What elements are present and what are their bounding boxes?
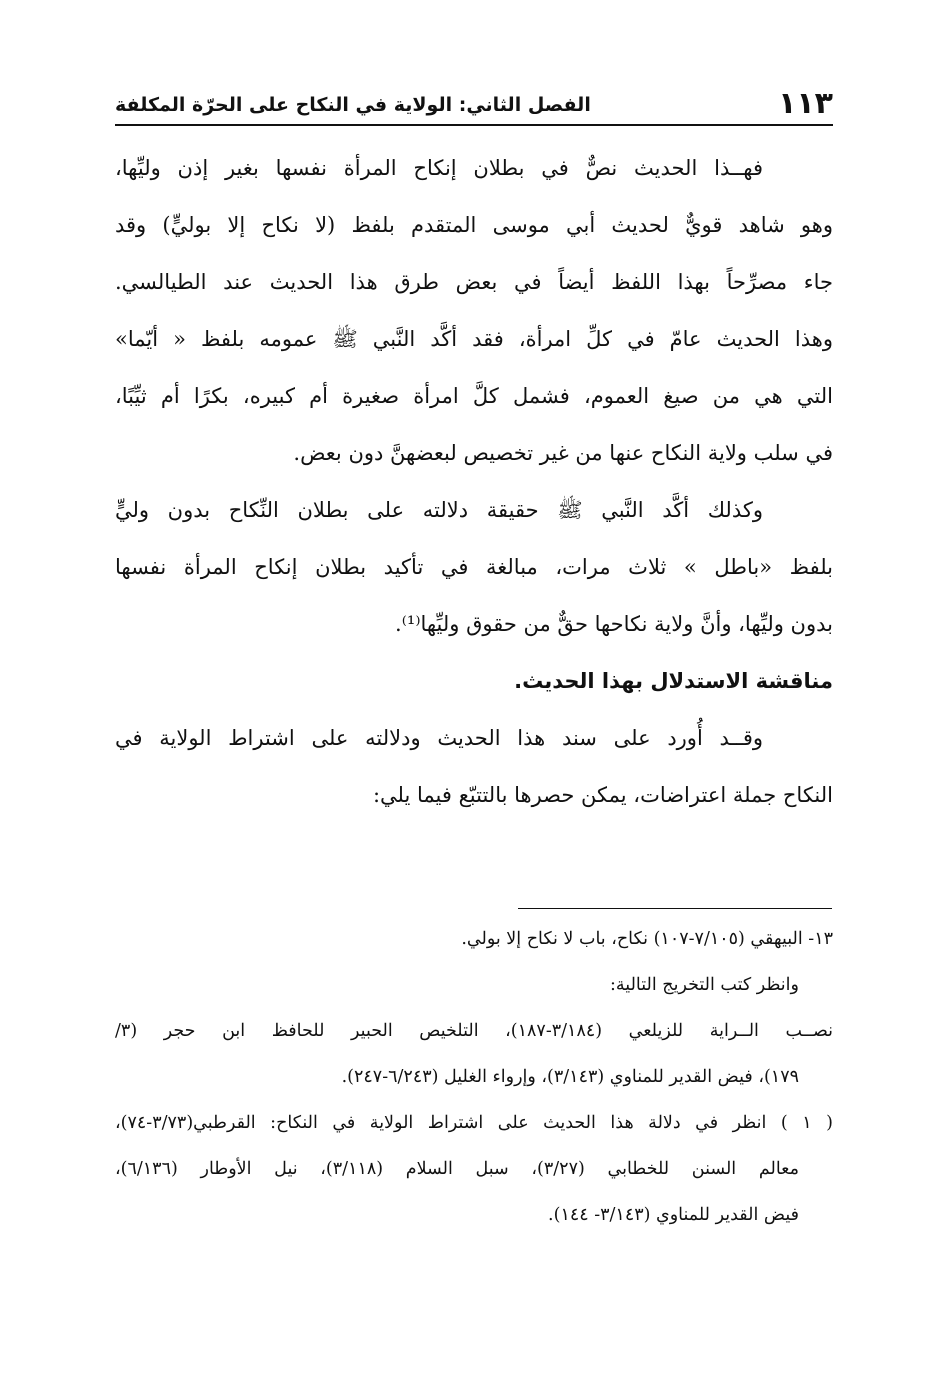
footnote-line: معالم السنن للخطابي (٣/٢٧)، سبل السلام (٣/١١٨)، نيل الأوطار (٦/١٣٦)، (115, 1159, 799, 1179)
text-line: وكذلك أكَّد النَّبي ﷺ حقيقة دلالته على بطلان النِّكاح بدون وليٍّ (115, 498, 763, 522)
running-title: الفصل الثاني: الولاية في النكاح على الحرّة المكلفة (115, 94, 591, 116)
page-number: ١١٣ (778, 86, 833, 121)
footnote-line: نصــب الــراية للزيلعي (٣/١٨٤-١٨٧)، التلخيص الحبير للحافظ ابن حجر (٣/ (115, 1021, 833, 1041)
section-heading: مناقشة الاستدلال بهذا الحديث. (514, 669, 833, 693)
footnote-line: ( ١ ) انظر في دلالة هذا الحديث على اشتراط الولاية في النكاح: القرطبي(٣/٧٣-٧٤)، (115, 1113, 833, 1133)
text-line: النكاح جملة اعتراضات، يمكن حصرها بالتتبّع فيما يلي: (372, 783, 833, 807)
text-line: في سلب ولاية النكاح عنها من غير تخصيص لبعضهنَّ دون بعض. (293, 441, 833, 465)
text-line: التي هي من صيغ العموم، فشمل كلَّ امرأة صغيرة أم كبيره، بكرًا أم ثيِّبًا، (115, 384, 833, 408)
footnote-line: ١٣- البيهقي (٧/١٠٥-١٠٧) نكاح، باب لا نكاح إلا بولي. (461, 929, 833, 949)
text-line: فهــذا الحديث نصٌّ في بطلان إنكاح المرأة نفسها بغير إذن وليِّها، (115, 156, 763, 180)
text-line: وهذا الحديث عامّ في كلِّ امرأة، فقد أكَّد النَّبي ﷺ عمومه بلفظ « أيّما» (115, 327, 833, 351)
text-line: وهو شاهد قويٌّ لحديث أبي موسى المتقدم بلفظ (لا نكاح إلا بوليٍّ) وقد (115, 213, 833, 237)
footnote-line: ١٧٩)، فيض القدير للمناوي (٣/١٤٣)، وإرواء الغليل (٦/٢٤٣-٢٤٧). (341, 1067, 799, 1087)
page-header (115, 78, 833, 126)
footnotes (115, 916, 833, 1238)
text-line: بلفظ «باطل » ثلاث مرات، مبالغة في تأكيد بطلان إنكاح المرأة نفسها (115, 555, 833, 579)
text-line: بدون وليِّها، وأنَّ ولاية نكاحها حقٌّ من حقوق وليِّها⁽¹⁾. (395, 612, 833, 636)
main-text (115, 140, 833, 824)
text-line: وقــد أُورد على سند هذا الحديث ودلالته على اشتراط الولاية في (115, 726, 764, 750)
text-line: جاء مصرِّحاً بهذا اللفظ أيضاً في بعض طرق هذا الحديث عند الطيالسي. (115, 270, 833, 294)
footnote-line: وانظر كتب التخريج التالية: (610, 975, 799, 995)
footnote-separator (518, 908, 832, 909)
footnote-line: فيض القدير للمناوي (٣/١٤٣- ١٤٤). (548, 1205, 799, 1225)
